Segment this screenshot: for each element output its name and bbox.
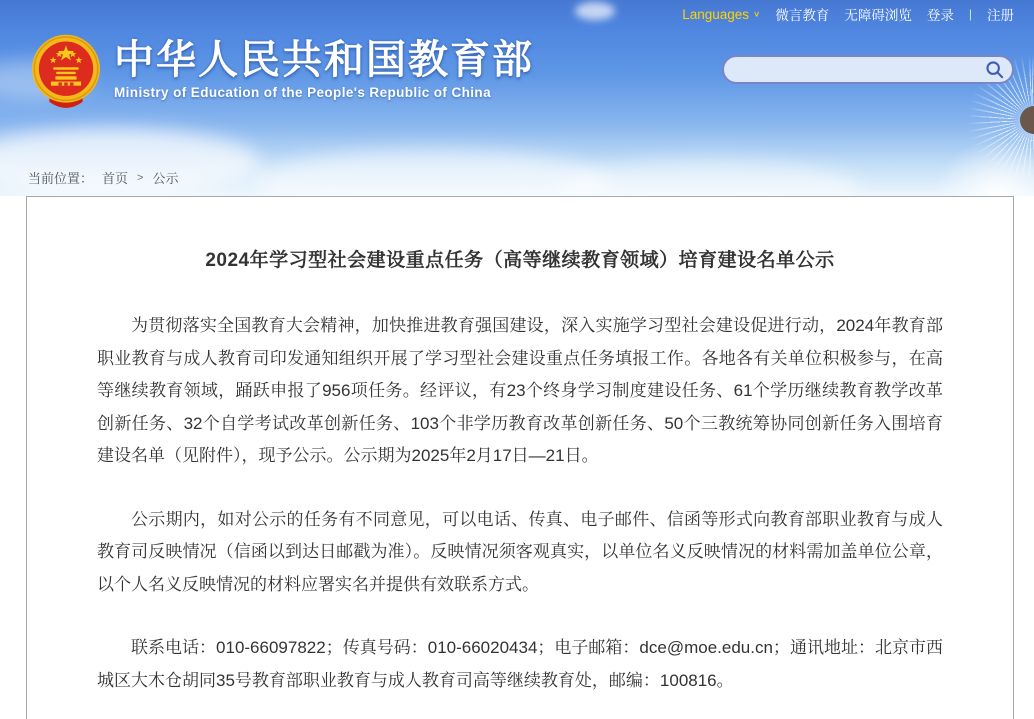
breadcrumb-link-home[interactable]: 首页 <box>102 171 129 186</box>
national-emblem-icon <box>28 34 104 114</box>
topbar <box>682 4 1014 24</box>
cloud-decoration <box>560 160 860 196</box>
breadcrumb-link-gongshi[interactable]: 公示 <box>152 171 179 186</box>
search-icon <box>985 60 1004 79</box>
search-input[interactable] <box>738 57 982 82</box>
languages-label: Languages <box>682 6 750 22</box>
dandelion-burst-decoration <box>934 140 1034 196</box>
brand-text <box>114 34 534 100</box>
content-card <box>26 196 1014 719</box>
topbar-link-weiyan-jiaoyu[interactable]: 微言教育 <box>775 8 830 23</box>
chevron-down-icon: ∨ <box>753 9 761 19</box>
cloud-decoration <box>250 150 610 196</box>
article-title: 2024年学习型社会建设重点任务（高等继续教育领域）培育建设名单公示 <box>205 250 835 271</box>
breadcrumb-label: 当前位置： <box>28 171 94 186</box>
site-brand[interactable] <box>28 34 534 114</box>
cloud-decoration <box>575 2 615 20</box>
search-box <box>722 55 1014 84</box>
topbar-link-accessibility[interactable]: 无障碍浏览 <box>844 8 912 23</box>
article-paragraph-1: 为贯彻落实全国教育大会精神，加快推进教育强国建设，深入实施学习型社会建设促进行动，2024年教育部职业教育与成人教育司印发通知组织开展了学习型社会建设重点任务填报工作。各地各有关单位积极参与，在高等继续教育领域，踊跃申报了956项任务。经评议，有23个终身学习制度建设任务、61个学历继续教育教学改革创新任务、32个自学考试改革创新任务、103个非学历教育改革创新任务、50个三教统筹协同创新任务入围培育建设名单（见附件），现予公示。公示期为2025年2月17日—21日。 <box>97 316 943 465</box>
topbar-separator: | <box>968 7 972 21</box>
search-button[interactable] <box>982 58 1006 82</box>
site-title: 中华人民共和国教育部 <box>114 38 534 82</box>
article-paragraph-3: 联系电话：010-66097822；传真号码：010-66020434；电子邮箱：dce@moe.edu.cn；通讯地址：北京市西城区大木仓胡同35号教育部职业教育与成人教育司高等继续教育处，邮编：100816。 <box>97 638 943 690</box>
site-header <box>0 0 1034 196</box>
breadcrumb-separator: > <box>137 171 144 184</box>
topbar-link-login[interactable]: 登录 <box>926 8 954 23</box>
article-paragraph-2: 公示期内，如对公示的任务有不同意见，可以电话、传真、电子邮件、信函等形式向教育部职业教育与成人教育司反映情况（信函以到达日邮戳为准）。反映情况须客观真实，以单位名义反映情况的材料需加盖单位公章，以个人名义反映情况的材料应署实名并提供有效联系方式。 <box>97 509 943 594</box>
breadcrumb <box>28 168 178 187</box>
topbar-link-register[interactable]: 注册 <box>987 8 1014 23</box>
languages-menu[interactable] <box>682 7 760 22</box>
site-subtitle: Ministry of Education of the People's Republic of China <box>114 85 491 100</box>
